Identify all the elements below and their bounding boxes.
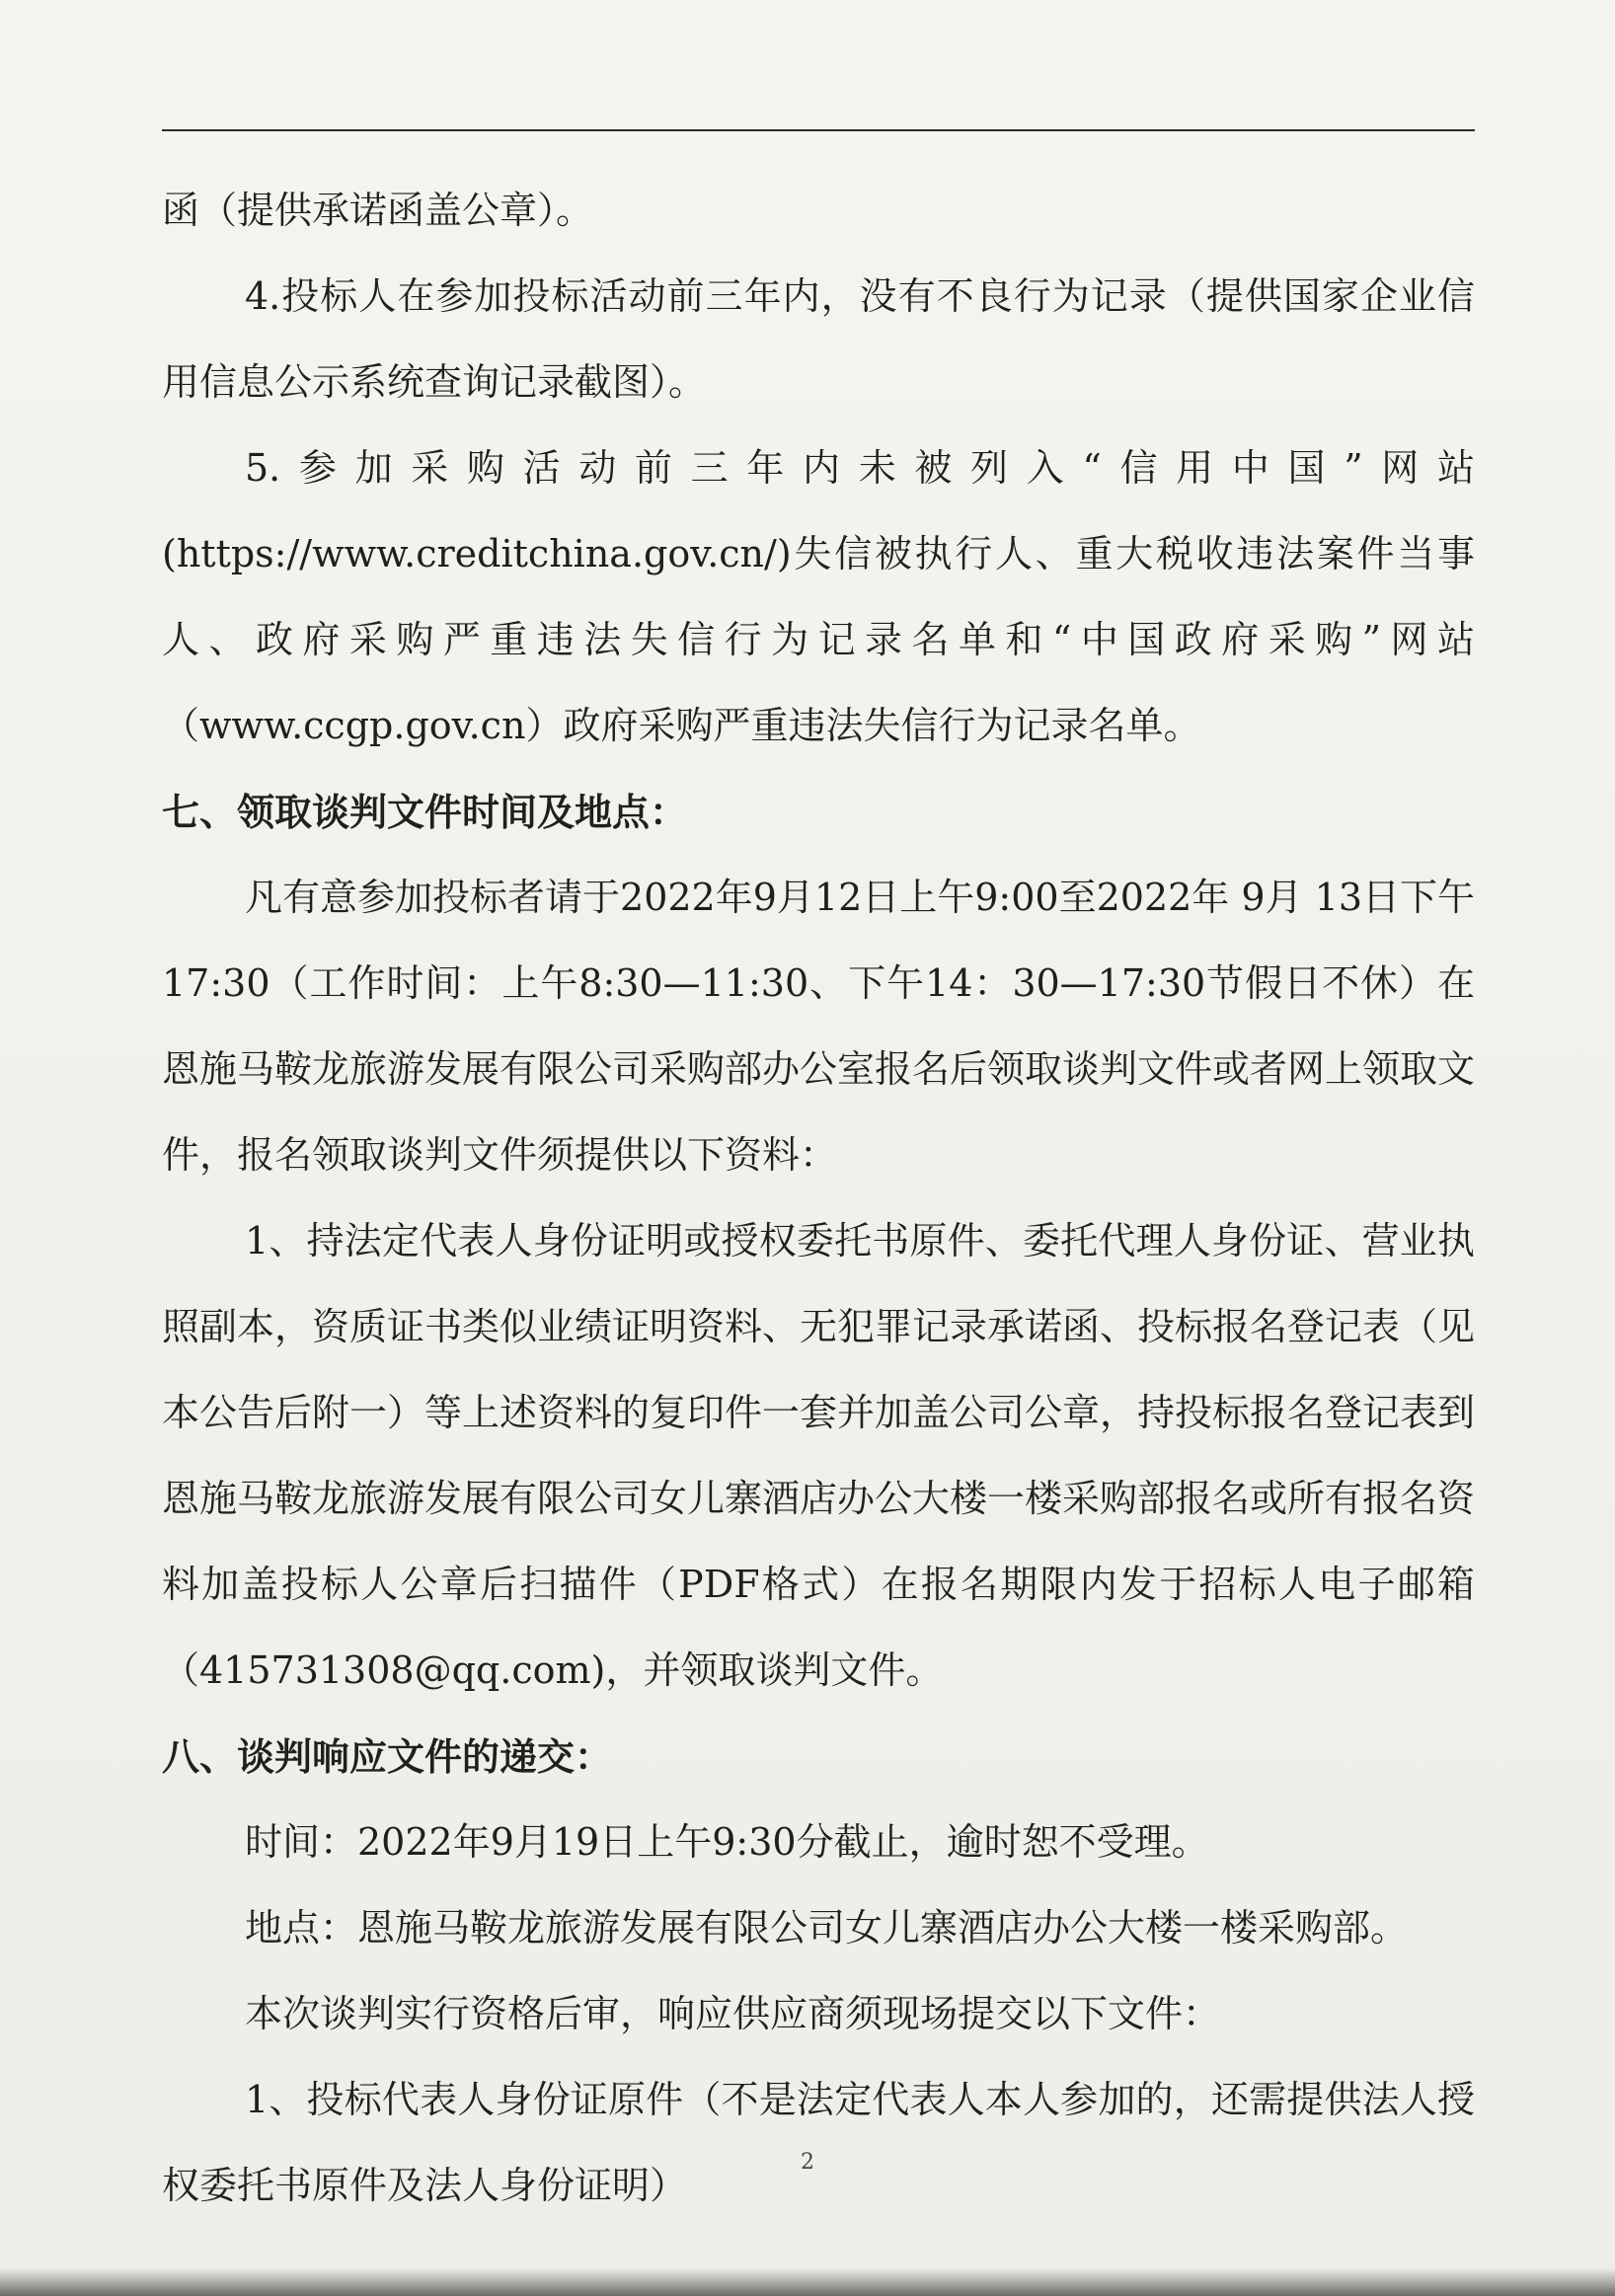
paragraph-continuation: 函（提供承诺函盖公章）。	[162, 189, 594, 232]
paragraph-review-note: 本次谈判实行资格后审，响应供应商须现场提交以下文件：	[245, 1992, 1221, 2035]
paragraph-submission-location: 地点：恩施马鞍龙旅游发展有限公司女儿寨酒店办公大楼一楼采购部。	[245, 1906, 1409, 1950]
paragraph-registration-time: 凡有意参加投标者请于2022年9月12日上午9:00至2022年 9月 13日下午17:30（工作时间：上午8:30—11:30、下午14：30—17:30节假日不休）在恩施马鞍龙旅游发展有限公司采购部办公室报名后领取谈判文件或者网上领取文件，报名领取谈判文件须提供以下资料：	[162, 876, 1476, 1177]
paragraph-submit-item-1: 1、投标代表人身份证原件（不是法定代表人本人参加的，还需提供法人授权委托书原件及法人身份证明）	[162, 2078, 1475, 2207]
paragraph-item-4: 4.投标人在参加投标活动前三年内，没有不良行为记录（提供国家企业信用信息公示系统查询记录截图）。	[162, 274, 1475, 404]
scan-shadow	[0, 2268, 1615, 2296]
paragraph-item-5: 5.参加采购活动前三年内未被列入“信用中国”网站(https://www.creditchina.gov.cn/)失信被执行人、重大税收违法案件当事人、政府采购严重违法失信行为记录名单和“中国政府采购”网站（www.ccgp.gov.cn）政府采购严重违法失信行为记录名单。	[162, 446, 1475, 747]
section-heading-7: 七、领取谈判文件时间及地点：	[162, 790, 688, 834]
header-rule	[162, 129, 1475, 131]
section-heading-8: 八、谈判响应文件的递交：	[162, 1734, 613, 1779]
paragraph-submission-time: 时间：2022年9月19日上午9:30分截止，逾时恕不受理。	[245, 1820, 1209, 1864]
page-number: 2	[801, 2150, 814, 2175]
document-body	[162, 168, 1475, 2229]
paragraph-required-materials: 1、持法定代表人身份证明或授权委托书原件、委托代理人身份证、营业执照副本，资质证书类似业绩证明资料、无犯罪记录承诺函、投标报名登记表（见本公告后附一）等上述资料的复印件一套并加盖公司公章，持投标报名登记表到恩施马鞍龙旅游发展有限公司女儿寨酒店办公大楼一楼采购部报名或所有报名资料加盖投标人公章后扫描件（PDF格式）在报名期限内发于招标人电子邮箱（415731308@qq.com)，并领取谈判文件。	[162, 1219, 1476, 1692]
